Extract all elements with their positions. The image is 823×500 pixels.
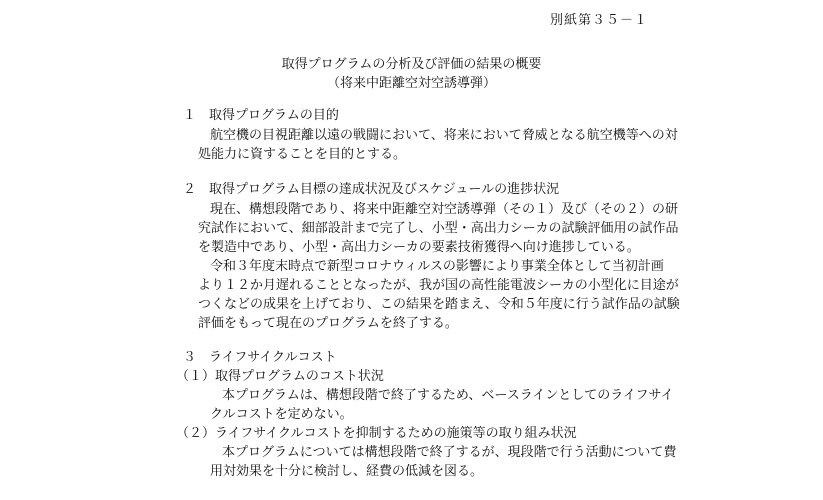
section2-text-line: 令和３年度末時点で新型コロナウィルスの影響により事業全体として当初計画 xyxy=(210,259,664,274)
section2-text-line: 究試作において、細部設計まで完了し、小型・高出力シーカの試験評価用の試作品 xyxy=(198,221,679,236)
section2-heading: ２ 取得プログラム目標の達成状況及びスケジュールの進捗状況 xyxy=(183,182,560,197)
section1-heading: １ 取得プログラムの目的 xyxy=(183,108,339,123)
attachment-label: 別紙第３５－１ xyxy=(550,13,649,28)
document-title: 取得プログラムの分析及び評価の結果の概要 xyxy=(281,57,542,72)
section2-text-line: を製造中であり、小型・高出力シーカの要素技術獲得へ向け進捗している。 xyxy=(198,240,640,255)
section2-text-line: より１２か月遅れることとなったが、我が国の高性能電波シーカの小型化に目途が xyxy=(198,278,679,293)
section3-2-text-line: 本プログラムについては構想段階で終了するが、現段階で行う活動について費 xyxy=(222,445,677,460)
section3-2-text-line: 用対効果を十分に検討し、経費の低減を図る。 xyxy=(210,464,484,479)
section3-1-text-line: クルコストを定めない。 xyxy=(210,407,353,422)
section3-1-heading: （１）取得プログラムのコスト状況 xyxy=(176,369,384,384)
section1-text-line: 処能力に資することを目的とする。 xyxy=(198,147,407,162)
section2-text-line: 評価をもって現在のプログラムを終了する。 xyxy=(198,316,458,331)
section1-text-line: 航空機の目視距離以遠の戦闘において、将来において脅威となる航空機等への対 xyxy=(210,128,678,143)
document-subtitle: （将来中距離空対空誘導弾） xyxy=(326,76,496,91)
section2-text-line: 現在、構想段階であり、将来中距離空対空誘導弾（その１）及び（その２）の研 xyxy=(210,202,679,217)
section3-heading: ３ ライフサイクルコスト xyxy=(183,350,337,365)
section3-2-heading: （２）ライフサイクルコストを抑制するための施策等の取り組み状況 xyxy=(176,426,577,441)
section2-text-line: つくなどの成果を上げており、この結果を踏まえ、令和５年度に行う試作品の試験 xyxy=(198,297,680,312)
section3-1-text-line: 本プログラムは、構想段階で終了するため、ベースラインとしてのライフサイ xyxy=(222,388,674,403)
